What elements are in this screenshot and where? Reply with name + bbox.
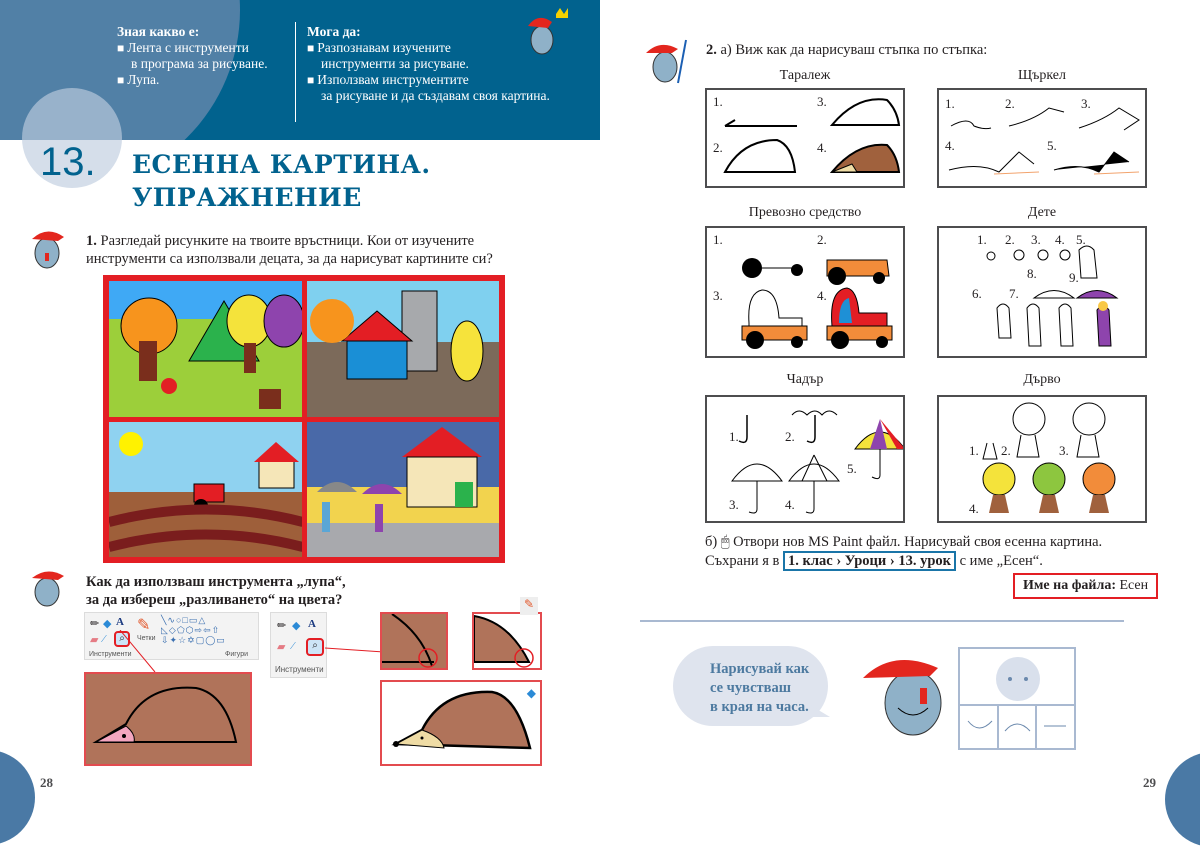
panel-vehicle bbox=[705, 226, 905, 358]
step-number: 2. bbox=[785, 429, 795, 444]
step-number: 8. bbox=[1027, 266, 1037, 281]
text-tool-icon[interactable]: A bbox=[116, 616, 124, 628]
fill-bucket-icon[interactable]: ◆ bbox=[103, 618, 112, 630]
mascot-icon bbox=[22, 225, 77, 273]
tree-steps-drawing bbox=[939, 397, 1145, 521]
can-item-cont: инструменти за рисуване. bbox=[321, 56, 469, 71]
caption-vehicle: Превозно средство bbox=[748, 205, 862, 220]
step-number: 3. bbox=[713, 288, 723, 303]
panel-child bbox=[937, 226, 1147, 358]
hedgehog-steps-drawing bbox=[707, 90, 903, 186]
caption-stork: Щъркел bbox=[1017, 68, 1066, 83]
lesson-title-line: ЕСЕННА КАРТИНА. bbox=[132, 150, 431, 179]
step-number: 4. bbox=[1055, 232, 1065, 247]
step-number: 2. bbox=[1005, 96, 1015, 111]
know-title: Зная какво е: bbox=[117, 24, 200, 39]
can-item-cont: за рисуване и да създавам своя картина. bbox=[321, 88, 550, 103]
pointer-line bbox=[115, 630, 165, 675]
filled-hedgehog bbox=[380, 680, 542, 766]
pointer-line bbox=[325, 640, 385, 660]
task-text: а) Виж как да нарисуваш стъпка по стъпка: bbox=[720, 42, 988, 58]
child-steps-drawing bbox=[939, 228, 1145, 356]
know-section bbox=[117, 24, 268, 88]
step-number: 3. bbox=[729, 497, 739, 512]
know-item: ■ Лента с инструменти bbox=[117, 40, 268, 57]
can-item: ■ Използвам инструментите bbox=[307, 72, 550, 89]
step-number: 5. bbox=[1047, 138, 1057, 153]
pencil-icon[interactable]: ✏ bbox=[90, 618, 100, 630]
umbrella-steps-drawing bbox=[707, 397, 903, 521]
bubble-line: Нарисувай как bbox=[710, 661, 810, 677]
step-number: 7. bbox=[1009, 286, 1019, 301]
painting-children-umbrellas bbox=[307, 422, 500, 558]
page-number: 29 bbox=[1143, 775, 1156, 790]
step-number: 2. bbox=[1005, 232, 1015, 247]
caption-hedgehog: Таралеж bbox=[779, 68, 831, 83]
task-b-line: Отвори нов MS Paint файл. Нарисувай своя есенна картина. bbox=[733, 534, 1103, 550]
magnifier-task-line: за да избереш „разливането“ на цвета? bbox=[86, 592, 343, 608]
step-number: 4. bbox=[945, 138, 955, 153]
mascot-icon bbox=[858, 648, 958, 748]
caption-umbrella: Чадър bbox=[786, 372, 824, 387]
shapes-gallery[interactable]: ╲∿○□▭△ ◺◇⬠⬡⇨⇦⇧ ⇩✦☆✡▢◯▭ bbox=[161, 615, 226, 645]
fill-bucket-icon: ◆ bbox=[526, 686, 536, 700]
page-number: 28 bbox=[40, 775, 53, 790]
fill-bucket-icon[interactable]: ◆ bbox=[292, 620, 301, 632]
step-number: 3. bbox=[1031, 232, 1041, 247]
brushes-icon: ✎ bbox=[520, 597, 538, 615]
zoomed-detail-1 bbox=[380, 612, 448, 670]
bubble-line: се чувстваш bbox=[710, 680, 791, 696]
eraser-icon[interactable]: ▰ bbox=[90, 634, 99, 646]
step-number: 4. bbox=[817, 140, 827, 155]
page-corner-circle bbox=[0, 750, 35, 845]
pencil-icon[interactable]: ✏ bbox=[277, 620, 287, 632]
task-prefix: б) bbox=[705, 534, 718, 550]
step-number: 5. bbox=[1076, 232, 1086, 247]
task-b-line: с име „Есен“. bbox=[959, 553, 1043, 569]
step-number: 1. bbox=[969, 443, 979, 458]
step-number: 2. bbox=[713, 140, 723, 155]
painting-autumn-forest bbox=[109, 281, 302, 417]
eraser-icon[interactable]: ▰ bbox=[277, 641, 286, 653]
paint-ribbon-full bbox=[84, 612, 259, 660]
step-number: 3. bbox=[1059, 443, 1069, 458]
lesson-title bbox=[132, 148, 431, 214]
speech-bubble bbox=[673, 646, 828, 726]
caption-child: Дете bbox=[1027, 205, 1057, 220]
banner-divider bbox=[295, 22, 296, 122]
step-number: 1. bbox=[945, 96, 955, 111]
tools-group-label: Инструменти bbox=[275, 665, 324, 674]
brushes-label: Четки bbox=[137, 635, 156, 642]
paint-ribbon-tools bbox=[270, 612, 327, 678]
step-number: 4. bbox=[817, 288, 827, 303]
save-path: 1. клас › Уроци › 13. урок bbox=[783, 551, 956, 571]
filename-value: Есен bbox=[1119, 578, 1149, 593]
mascot-icon bbox=[22, 566, 77, 610]
can-title: Мога да: bbox=[307, 24, 361, 39]
step-number: 5. bbox=[847, 461, 857, 476]
task-b-line: Съхрани я в bbox=[705, 553, 780, 569]
can-item: ■ Разпознавам изучените bbox=[307, 40, 550, 57]
step-number: 6. bbox=[972, 286, 982, 301]
filename-box bbox=[1013, 573, 1158, 599]
caption-tree: Дърво bbox=[1023, 372, 1061, 387]
speech-bubble-tail bbox=[810, 705, 830, 717]
zoomed-hedgehog-left bbox=[84, 672, 252, 766]
stork-steps-drawing bbox=[939, 90, 1145, 186]
magnifier-icon[interactable]: ⌕ bbox=[306, 638, 324, 656]
magnifier-task-line: Как да използваш инструмента „лупа“, bbox=[86, 574, 346, 590]
paintings-collage bbox=[103, 275, 505, 563]
step-number: 1. bbox=[713, 94, 723, 109]
section-divider bbox=[640, 620, 1124, 622]
mascot-crown-icon bbox=[520, 8, 570, 58]
tools-group-label: Инструменти bbox=[89, 651, 132, 658]
bubble-line: в края на часа. bbox=[710, 699, 809, 715]
magnifier-icon[interactable]: ⌕ bbox=[114, 631, 130, 647]
task-2b bbox=[705, 533, 1102, 571]
know-item: ■ Лупа. bbox=[117, 72, 268, 89]
can-section bbox=[307, 24, 550, 104]
lesson-title-line: УПРАЖНЕНИЕ bbox=[132, 183, 362, 212]
step-number: 2. bbox=[817, 232, 827, 247]
step-number: 1. bbox=[729, 429, 739, 444]
know-item-cont: в програма за рисуване. bbox=[131, 56, 268, 71]
step-number: 3. bbox=[817, 94, 827, 109]
panel-tree bbox=[937, 395, 1147, 523]
task-number: 2. bbox=[706, 42, 717, 58]
mouse-icon: 🖱 bbox=[720, 534, 730, 550]
text-tool-icon[interactable]: A bbox=[308, 618, 316, 630]
painting-tractor-field bbox=[109, 422, 302, 558]
step-number: 2. bbox=[1001, 443, 1011, 458]
lesson-number: 13. bbox=[40, 140, 96, 184]
step-number: 1. bbox=[977, 232, 987, 247]
task-text: Разгледай рисунките на твоите връстници. Кои от изучените инструменти са използвали децата, за да нарисуват картините си? bbox=[86, 233, 493, 267]
task-number: 1. bbox=[86, 233, 97, 249]
step-number: 9. bbox=[1069, 270, 1079, 285]
color-picker-icon[interactable]: ⁄ bbox=[292, 640, 294, 652]
step-number: 3. bbox=[1081, 96, 1091, 111]
mood-drawing-grid[interactable] bbox=[958, 647, 1076, 750]
panel-hedgehog bbox=[705, 88, 905, 188]
step-number: 1. bbox=[713, 232, 723, 247]
task-2 bbox=[706, 42, 987, 59]
zoomed-detail-2 bbox=[472, 612, 542, 670]
task-1 bbox=[86, 232, 506, 268]
brushes-icon[interactable]: ✎ bbox=[137, 617, 151, 634]
panel-stork bbox=[937, 88, 1147, 188]
filename-label: Име на файла: bbox=[1023, 578, 1116, 593]
vehicle-steps-drawing bbox=[707, 228, 903, 356]
panel-umbrella bbox=[705, 395, 905, 523]
shapes-group-label: Фигури bbox=[225, 651, 249, 658]
magnifier-task bbox=[86, 573, 346, 609]
step-number: 4. bbox=[785, 497, 795, 512]
step-number: 4. bbox=[969, 501, 979, 516]
color-picker-icon[interactable]: ⁄ bbox=[103, 633, 105, 645]
mascot-with-brush-icon bbox=[640, 35, 700, 90]
page-corner-circle bbox=[1165, 752, 1200, 847]
painting-house-and-building bbox=[307, 281, 500, 417]
